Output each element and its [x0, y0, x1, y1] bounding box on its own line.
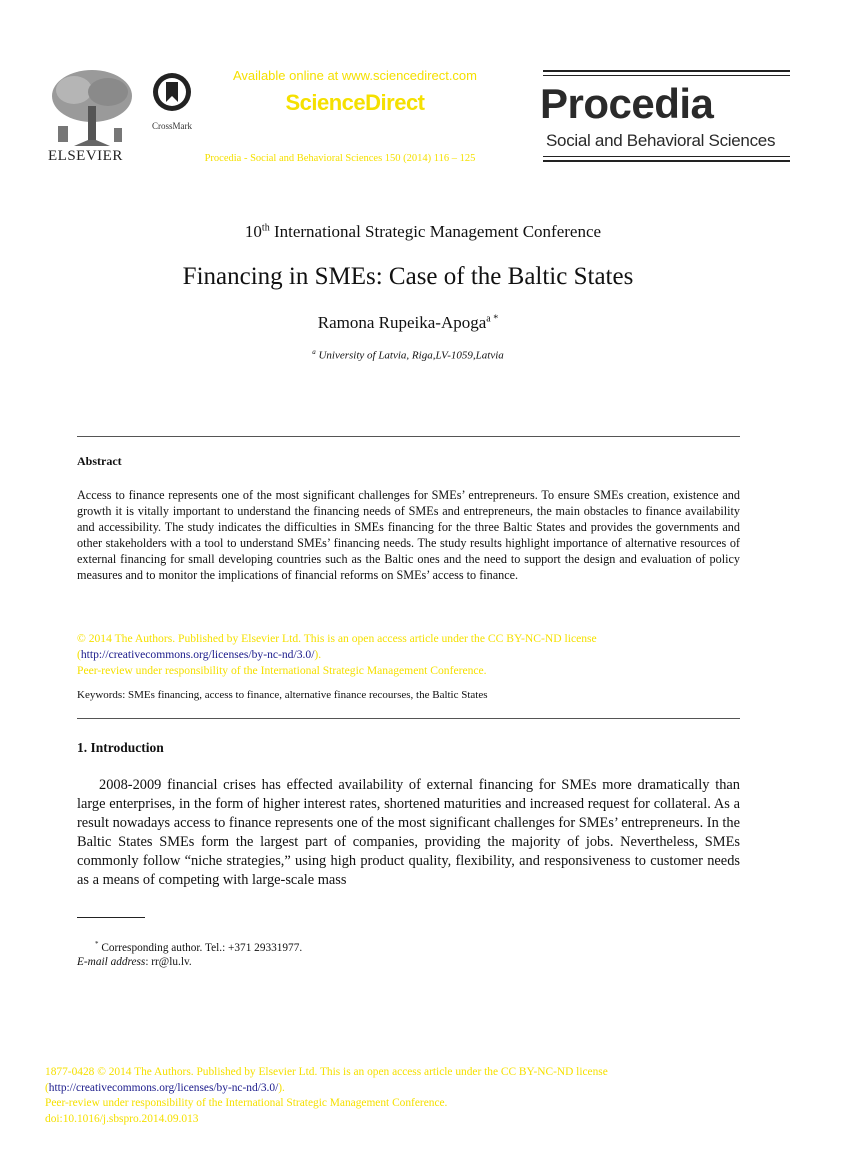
section-heading-introduction: 1. Introduction [77, 740, 164, 755]
divider-bottom [77, 718, 740, 719]
corresponding-author-note: * Corresponding author. Tel.: +371 29331977. [95, 940, 303, 954]
journal-citation: Procedia - Social and Behavioral Sciences 150 (2014) 116 – 125 [204, 153, 476, 164]
doi[interactable]: doi:10.1016/j.sbspro.2014.09.013 [45, 1112, 199, 1125]
license-link[interactable]: http://creativecommons.org/licenses/by-nc-nd/3.0/ [80, 648, 315, 661]
crossmark-icon [146, 70, 198, 114]
journal-rule-bottom-thin [543, 156, 790, 157]
email-note: E-mail address: rr@lu.lv. [77, 956, 192, 968]
crossmark-badge[interactable] [146, 70, 198, 131]
conference-name: 10th International Strategic Management Conference [244, 222, 602, 241]
sciencedirect-logo: ScienceDirect [285, 90, 425, 115]
divider-top [77, 436, 740, 437]
author-affiliation: $^a$ University of Latvia, Riga,LV-1059,Latvia [312, 348, 504, 362]
abstract-text: Access to finance represents one of the most significant challenges for SMEs’ entrepreneurs. To ensure SMEs creation, existence and growth it is vitally important to understand the financing needs of SMEs and entrepreneurs, the main obstacles to finance availability and accessibility. The study indicates the difficulties in SMEs financing for the three Baltic States and provides the governments and other stakeholders with a tool to understand SMEs’ financing needs. The study results highlight importance of alternative resources of external financing for small developing countries such as the Baltic ones and the need to support the design and evaluation of policy measures and to monitor the implications of financial reforms on SMEs’ access to finance. [77, 488, 740, 582]
email-address[interactable]: : rr@lu.lv. [145, 956, 192, 968]
author-name: Ramona Rupeika-Apoga$^{a *}$ [317, 313, 499, 332]
keywords: Keywords: SMEs financing, access to finance, alternative finance recourses, the Baltic States [77, 689, 488, 701]
crossmark-label: CrossMark [152, 121, 192, 131]
abstract-heading: Abstract [77, 454, 122, 468]
footer-license-link[interactable]: http://creativecommons.org/licenses/by-nc-nd/3.0/ [48, 1081, 279, 1094]
journal-subtitle: Social and Behavioral Sciences [546, 131, 776, 150]
journal-rule-top-thin [543, 75, 790, 76]
journal-rule-bottom [543, 160, 790, 162]
paper-title: Financing in SMEs: Case of the Baltic States [182, 263, 634, 290]
publisher-name: ELSEVIER [48, 148, 123, 164]
available-online-link[interactable]: Available online at www.sciencedirect.com [233, 68, 477, 83]
footnote-rule [77, 917, 145, 918]
copyright-notice: © 2014 The Authors. Published by Elsevier Ltd. This is an open access article under the CC BY-NC-ND license (http://creativecommons.org/licenses/by-nc-nd/3.0/). Peer-review under responsibility of the International Strategic Management Conference. [77, 632, 597, 677]
journal-title: Procedia [540, 80, 714, 127]
page-footer: 1877-0428 © 2014 The Authors. Published by Elsevier Ltd. This is an open access article under the CC BY-NC-ND license (http://creativecommons.org/licenses/by-nc-nd/3.0/). Peer-review under responsibility of the International Strategic Management Conference. doi:10.1016/j.sbspro.2014.09.013 [45, 1065, 745, 1127]
journal-rule-top [543, 70, 790, 72]
introduction-text: 2008-2009 financial crises has effected availability of external financing for SMEs more dramatically than large enterprises, in the form of higher interest rates, shortened maturities and increased request for collateral. As a result nowadays access to finance represents one of the most significant challenges for SMEs’ entrepreneurs. In the Baltic States SMEs form the largest part of companies, providing the majority of jobs. Nevertheless, SMEs commonly follow “niche strategies,” using high product quality, flexibility, and responsiveness to customer needs as a means of competing with large-scale mass [77, 777, 740, 888]
